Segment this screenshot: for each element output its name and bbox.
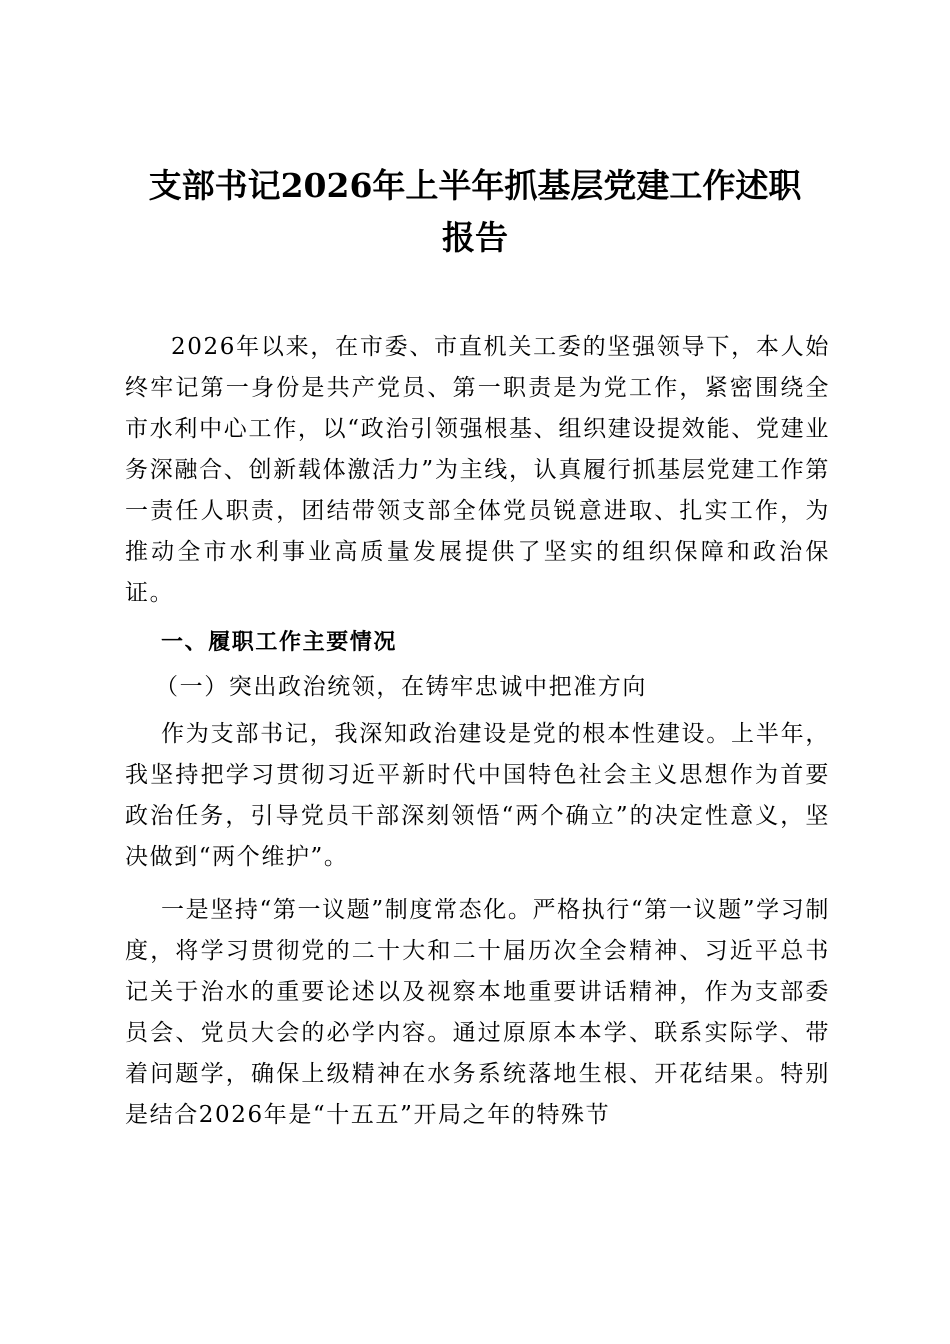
subsection-heading: （一）突出政治统领，在铸牢忠诚中把准方向 xyxy=(155,674,647,700)
title-line-1: 支部书记2026年上半年抓基层党建工作述职 xyxy=(148,166,802,205)
title-line-2: 报告 xyxy=(442,218,508,257)
document-title xyxy=(120,160,830,264)
document-body xyxy=(125,327,830,1148)
body-paragraph-1: 作为支部书记，我深知政治建设是党的根本性建设。上半年，我坚持把学习贯彻习近平新时代中国特色社会主义思想作为首要政治任务，引导党员干部深刻领悟“两个确立”的决定性意义，坚决做到“两个维护”。 xyxy=(125,721,830,870)
intro-paragraph: 2026年以来，在市委、市直机关工委的坚强领导下，本人始终牢记第一身份是共产党员、第一职责是为党工作，紧密围绕全市水利中心工作，以“政治引领强根基、组织建设提效能、党建业务深融合、创新载体激活力”为主线，认真履行抓基层党建工作第一责任人职责，团结带领支部全体党员锐意进取、扎实工作，为推动全市水利事业高质量发展提供了坚实的组织保障和政治保证。 xyxy=(125,334,830,606)
body-paragraph-2: 一是坚持“第一议题”制度常态化。严格执行“第一议题”学习制度，将学习贯彻党的二十大和二十届历次全会精神、习近平总书记关于治水的重要论述以及视察本地重要讲话精神，作为支部委员会、党员大会的必学内容。通过原原本本学、联系实际学、带着问题学，确保上级精神在水务系统落地生根、开花结果。特别是结合2026年是“十五五”开局之年的特殊节 xyxy=(125,897,830,1128)
section-heading: 一、履职工作主要情况 xyxy=(161,630,398,655)
